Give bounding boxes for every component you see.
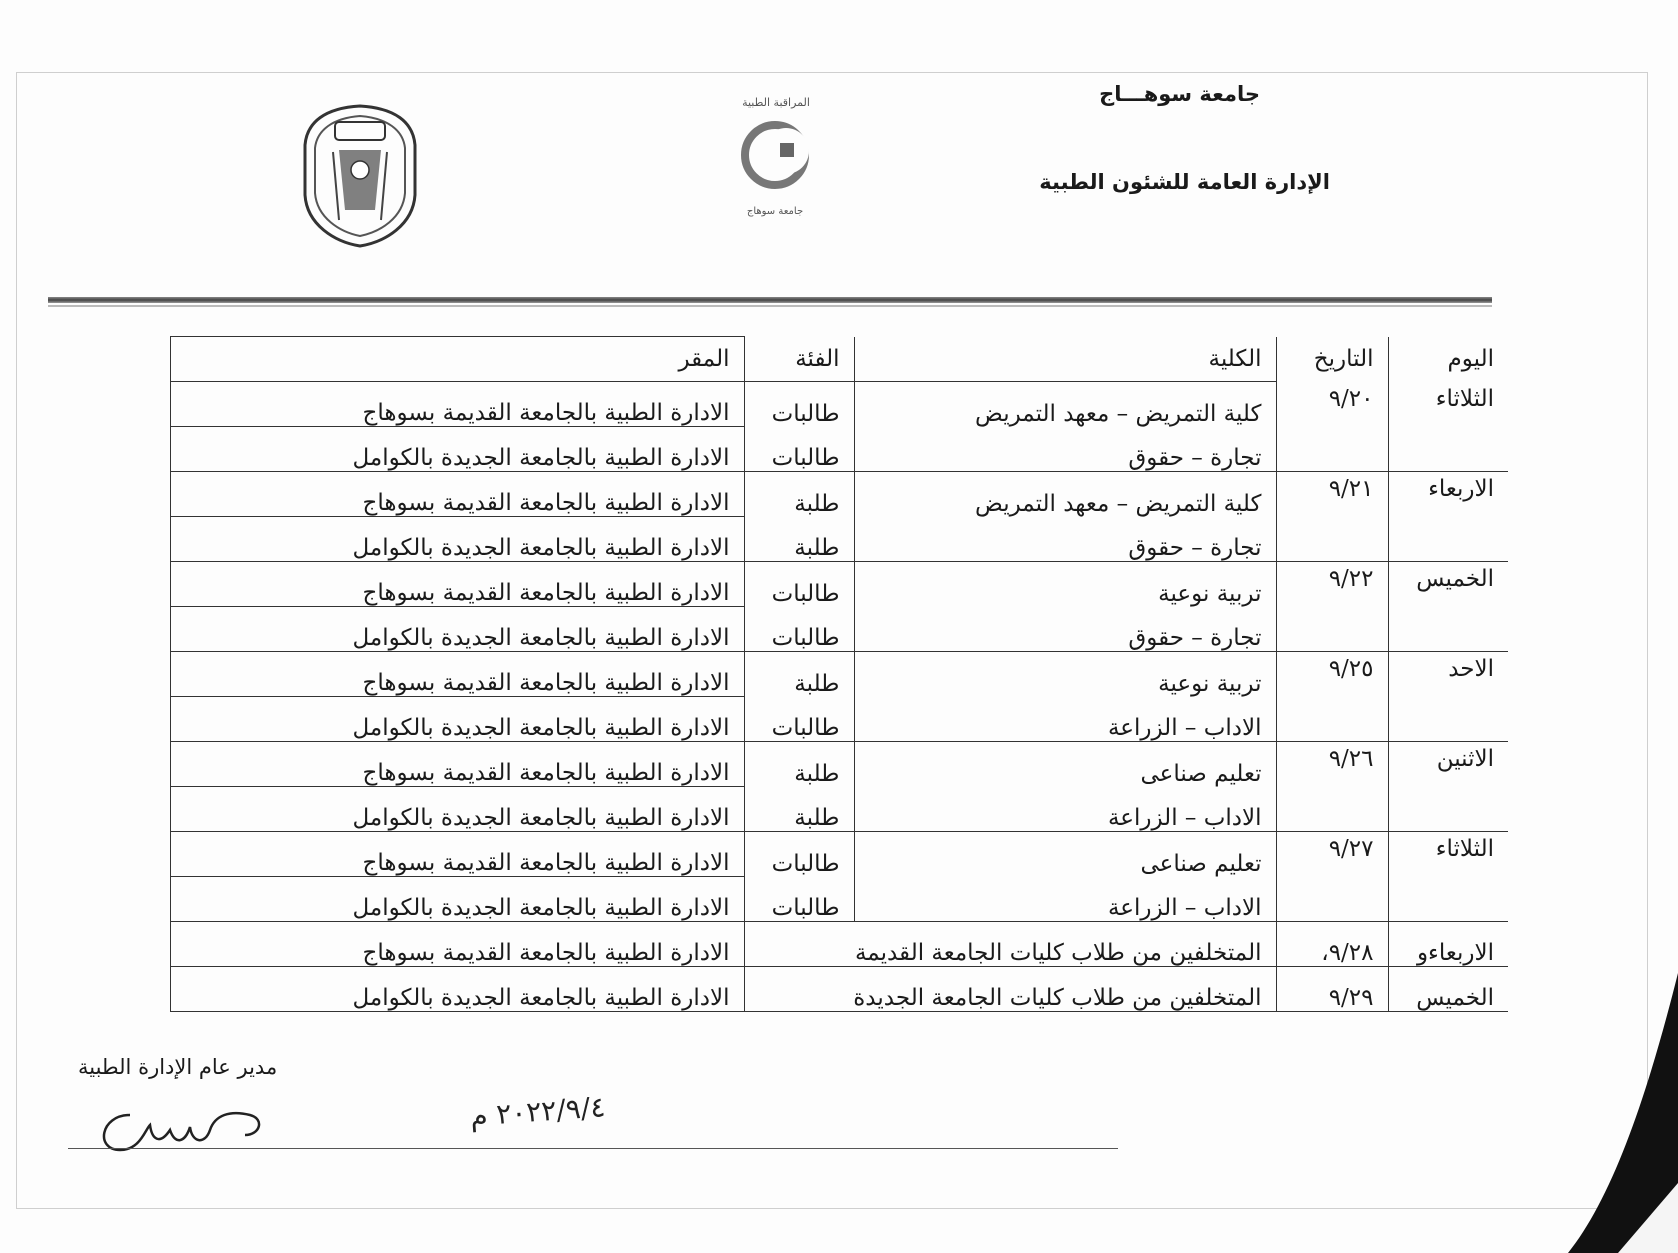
handwritten-date: ٢٠٢٢/٩/٤ م [469, 1090, 607, 1133]
cell-day: الخميس [1388, 562, 1508, 652]
cell-day: الاثنين [1388, 742, 1508, 832]
seal-top-text: المراقبة الطبية [742, 96, 810, 109]
table-header-row [171, 337, 1509, 382]
cell-date: ٩/٢٢ [1276, 562, 1388, 652]
cell-date: ٩/٢٥ [1276, 652, 1388, 742]
cell-college: تعليم صناعى [854, 742, 1276, 787]
cell-college: الاداب – الزراعة [854, 877, 1276, 922]
table-row [171, 652, 1509, 697]
cell-college: المتخلفين من طلاب كليات الجامعة القديمة [744, 922, 1276, 967]
cell-location: الادارة الطبية بالجامعة الجديدة بالكوامل [171, 607, 745, 652]
table-row [171, 382, 1509, 427]
cell-date: ٩/٢١ [1276, 472, 1388, 562]
cell-location: الادارة الطبية بالجامعة الجديدة بالكوامل [171, 697, 745, 742]
cell-date: ٩/٢٦ [1276, 742, 1388, 832]
seal-bottom-text: جامعة سوهاج [746, 206, 804, 217]
cell-college: تجارة – حقوق [854, 517, 1276, 562]
header-divider [48, 297, 1492, 303]
cell-day: الاربعاء [1388, 472, 1508, 562]
cell-location: الادارة الطبية بالجامعة الجديدة بالكوامل [171, 427, 745, 472]
cell-location: الادارة الطبية بالجامعة الجديدة بالكوامل [171, 517, 745, 562]
cell-date: ٩/٢٨، [1276, 922, 1388, 967]
cell-college: تجارة – حقوق [854, 607, 1276, 652]
director-title: مدير عام الإدارة الطبية [78, 1055, 278, 1079]
cell-college: كلية التمريض – معهد التمريض [854, 382, 1276, 427]
cell-category: طالبات [744, 382, 854, 427]
cell-category: طالبات [744, 562, 854, 607]
header-category: الفئة [744, 337, 854, 382]
cell-location: الادارة الطبية بالجامعة القديمة بسوهاج [171, 472, 745, 517]
cell-college: الاداب – الزراعة [854, 697, 1276, 742]
table-row [171, 742, 1509, 787]
cell-date: ٩/٢٩ [1276, 967, 1388, 1012]
header-date: التاريخ [1276, 337, 1388, 382]
cell-college: تعليم صناعى [854, 832, 1276, 877]
cell-college: الاداب – الزراعة [854, 787, 1276, 832]
cell-location: الادارة الطبية بالجامعة القديمة بسوهاج [171, 562, 745, 607]
university-name: جامعة سوهـــاج [1099, 82, 1260, 106]
cell-location: الادارة الطبية بالجامعة القديمة بسوهاج [171, 382, 745, 427]
exam-schedule-table [170, 336, 1508, 1012]
cell-location: الادارة الطبية بالجامعة الجديدة بالكوامل [171, 787, 745, 832]
table-row [171, 562, 1509, 607]
university-crest-logo [295, 100, 425, 250]
header-location: المقر [171, 337, 745, 382]
cell-day: الثلاثاء [1388, 382, 1508, 472]
table-row [171, 832, 1509, 877]
header-day: اليوم [1447, 346, 1494, 372]
director-signature [90, 1095, 290, 1165]
cell-location: الادارة الطبية بالجامعة القديمة بسوهاج [171, 742, 745, 787]
cell-location: الادارة الطبية بالجامعة الجديدة بالكوامل [171, 877, 745, 922]
cell-date: ٩/٢٧ [1276, 832, 1388, 922]
cell-college: كلية التمريض – معهد التمريض [854, 472, 1276, 517]
cell-day: الاحد [1388, 652, 1508, 742]
cell-category: طلبة [744, 742, 854, 787]
cell-category: طالبات [744, 427, 854, 472]
table-row [171, 472, 1509, 517]
cell-college: تجارة – حقوق [854, 427, 1276, 472]
cell-location: الادارة الطبية بالجامعة القديمة بسوهاج [171, 922, 745, 967]
cell-category: طلبة [744, 787, 854, 832]
cell-day: الثلاثاء [1388, 832, 1508, 922]
department-name: الإدارة العامة للشئون الطبية [1039, 170, 1330, 194]
cell-location: الادارة الطبية بالجامعة القديمة بسوهاج [171, 652, 745, 697]
cell-location: الادارة الطبية بالجامعة القديمة بسوهاج [171, 832, 745, 877]
cell-category: طلبة [744, 517, 854, 562]
cell-college: تربية نوعية [854, 562, 1276, 607]
table-row-late [171, 967, 1509, 1012]
cell-location: الادارة الطبية بالجامعة الجديدة بالكوامل [171, 967, 745, 1012]
cell-day: الاربعاءو [1388, 922, 1508, 967]
cell-date: ٩/٢٠ [1276, 382, 1388, 472]
header-divider-shadow [48, 305, 1492, 307]
footer-line [68, 1148, 1118, 1149]
cell-category: طلبة [744, 652, 854, 697]
table-row-late [171, 922, 1509, 967]
header-college: الكلية [854, 337, 1276, 382]
cell-day: الخميس [1388, 967, 1508, 1012]
cell-college: المتخلفين من طلاب كليات الجامعة الجديدة [744, 967, 1276, 1012]
cell-category: طالبات [744, 832, 854, 877]
cell-college: تربية نوعية [854, 652, 1276, 697]
cell-category: طالبات [744, 877, 854, 922]
cell-category: طالبات [744, 697, 854, 742]
cell-category: طلبة [744, 472, 854, 517]
page-curl [1478, 963, 1678, 1253]
cell-category: طالبات [744, 607, 854, 652]
